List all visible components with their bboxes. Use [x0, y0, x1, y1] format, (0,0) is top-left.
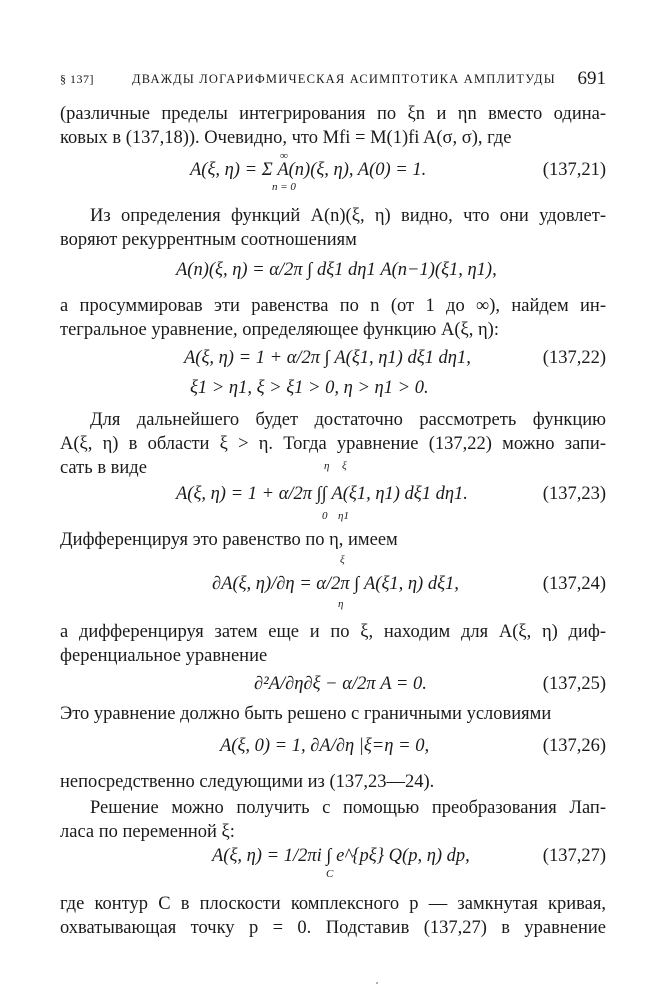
text-line: сать в виде — [60, 458, 147, 478]
equation-number: (137,24) — [542, 574, 606, 594]
integral-upper-limit: ξ — [340, 554, 345, 566]
equation-number: (137,22) — [542, 348, 606, 368]
integral-lower-limit: 0 — [322, 510, 328, 522]
equation-body: ∂A(ξ, η)/∂η = α/2π ∫ A(ξ1, η) dξ1, — [212, 574, 459, 594]
text-line: Для дальнейшего будет достаточно рассмотреть функцию — [90, 410, 606, 430]
equation-number: (137,27) — [542, 846, 606, 866]
equation-body: A(ξ, 0) = 1, ∂A/∂η |ξ=η = 0, — [220, 736, 430, 756]
text-line: (различные пределы интегрирования по ξn и ηn вместо одина- — [60, 104, 606, 124]
text-line: а дифференцируя затем еще и по ξ, находим для A(ξ, η) диф- — [60, 622, 606, 642]
equation-body: A(n)(ξ, η) = α/2π ∫ dξ1 dη1 A(n−1)(ξ1, η1), — [176, 260, 497, 280]
text-line: где контур C в плоскости комплексного p — замкнутая кривая, — [60, 894, 606, 914]
equation-number: (137,23) — [542, 484, 606, 504]
text-line: ласа по переменной ξ: — [60, 822, 235, 842]
sum-upper-limit: ∞ — [280, 150, 288, 162]
print-speck — [376, 982, 378, 984]
equation-137-25 — [254, 672, 427, 696]
equation-body: A(ξ, η) = 1 + α/2π ∫∫ A(ξ1, η1) dξ1 dη1. — [176, 484, 468, 504]
equation-137-27 — [212, 844, 470, 868]
text-line: Дифференцируя это равенство по η, имеем — [60, 530, 398, 550]
equation-body: A(ξ, η) = 1/2πi ∫ e^{pξ} Q(p, η) dp, — [212, 846, 470, 866]
text-line: воряют рекуррентным соотношениям — [60, 230, 357, 250]
text-line: Из определения функций A(n)(ξ, η) видно, что они удовлет- — [90, 206, 606, 226]
section-marker: § 137] — [60, 72, 94, 86]
running-header — [60, 68, 606, 92]
text-line: непосредственно следующими из (137,23—24). — [60, 772, 435, 792]
equation-number: (137,21) — [542, 160, 606, 180]
equation-body: A(ξ, η) = Σ A(n)(ξ, η), A(0) = 1. — [190, 160, 427, 180]
equation-number: (137,25) — [542, 674, 606, 694]
text-line: ковых в (137,18)). Очевидно, что Mfi = M(1)fi A(σ, σ), где — [60, 128, 512, 148]
text-line: а просуммировав эти равенства по n (от 1 до ∞), найдем ин- — [60, 296, 606, 316]
running-title: ДВАЖДЫ ЛОГАРИФМИЧЕСКАЯ АСИМПТОТИКА АМПЛИТУДЫ — [132, 72, 556, 86]
text-line: Это уравнение должно быть решено с граничными условиями — [60, 704, 552, 724]
contour-label: C — [326, 868, 334, 880]
equation-body: ∂²A/∂η∂ξ − α/2π A = 0. — [254, 674, 427, 694]
integral-lower-limit: η — [338, 598, 344, 610]
recurrence-equation — [176, 258, 497, 282]
integral-upper-limit: η — [324, 460, 330, 472]
equation-conditions: ξ1 > η1, ξ > ξ1 > 0, η > η1 > 0. — [190, 378, 429, 398]
text-line: A(ξ, η) в области ξ > η. Тогда уравнение (137,22) можно запи- — [60, 434, 606, 454]
text-line: Решение можно получить с помощью преобразования Лап- — [90, 798, 606, 818]
integral-lower-limit: η1 — [338, 510, 349, 522]
equation-137-26 — [220, 734, 429, 758]
sum-lower-limit: n = 0 — [272, 181, 296, 193]
text-line: тегральное уравнение, определяющее функцию A(ξ, η): — [60, 320, 499, 340]
equation-137-21 — [190, 158, 426, 182]
text-line: охватывающая точку p = 0. Подставив (137,27) в уравнение — [60, 918, 606, 938]
integral-upper-limit: ξ — [342, 460, 347, 472]
equation-137-24 — [212, 572, 459, 596]
equation-137-22 — [184, 346, 471, 370]
equation-137-23 — [176, 482, 468, 506]
text-line: ференциальное уравнение — [60, 646, 268, 666]
equation-body: A(ξ, η) = 1 + α/2π ∫ A(ξ1, η1) dξ1 dη1, — [184, 348, 471, 368]
page-number: 691 — [577, 68, 606, 89]
equation-number: (137,26) — [542, 736, 606, 756]
